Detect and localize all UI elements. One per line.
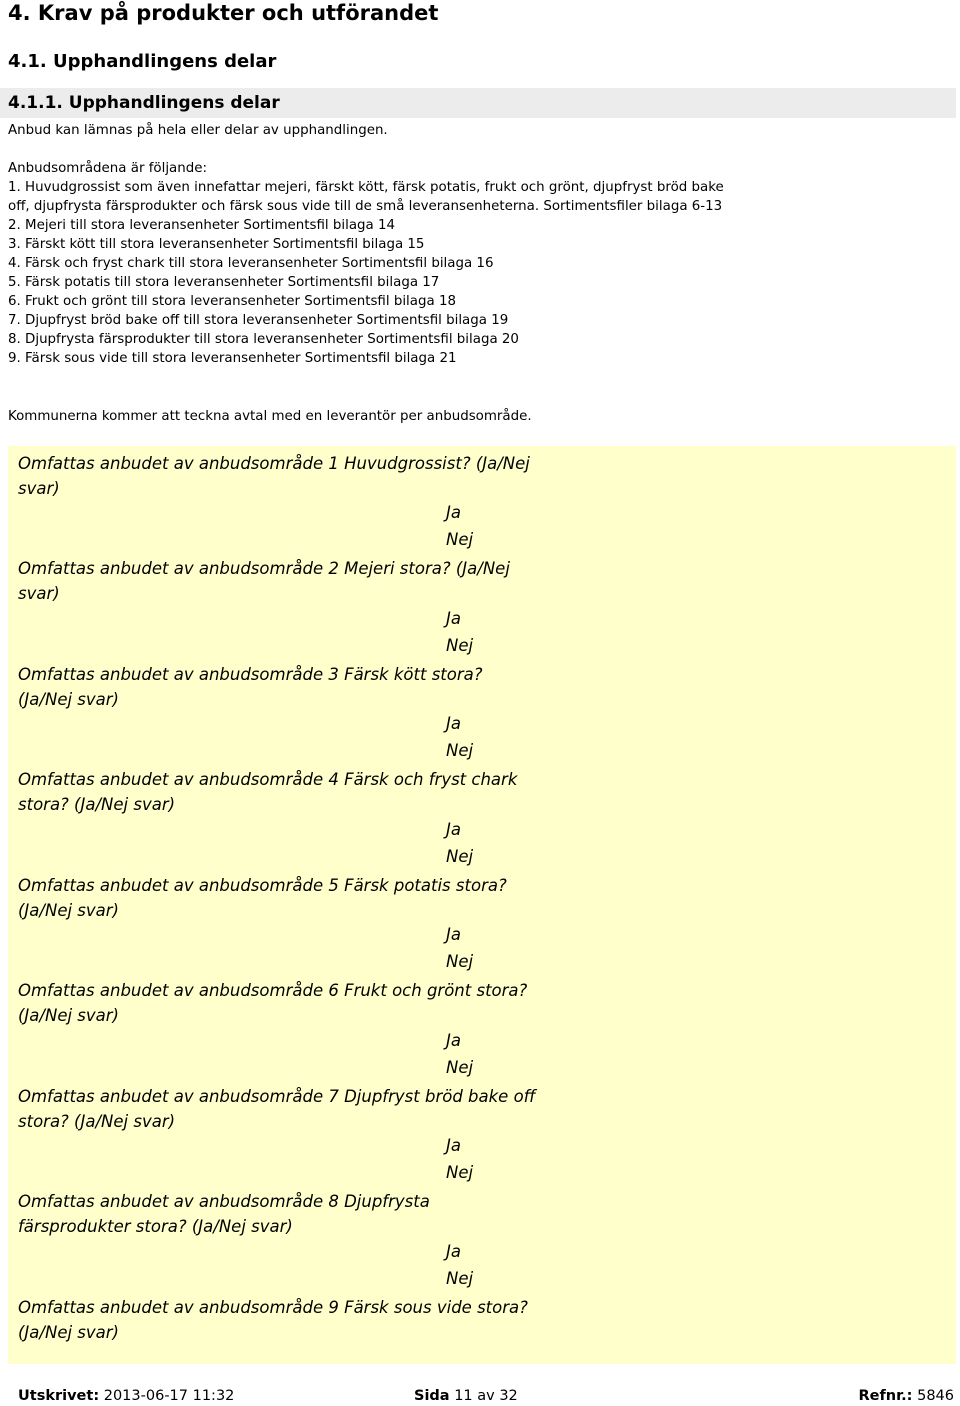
question-text: Omfattas anbudet av anbudsområde 8 Djupfrysta [18, 1192, 430, 1211]
option-no[interactable]: Nej [446, 847, 474, 866]
question-text: svar) [18, 584, 60, 603]
option-no[interactable]: Nej [446, 741, 474, 760]
areas-label: Anbudsområdena är följande: [8, 161, 208, 176]
option-yes[interactable]: Ja [446, 609, 461, 628]
question-4 [18, 767, 558, 817]
option-no[interactable]: Nej [446, 952, 474, 971]
footer-printed-label: Utskrivet: [18, 1388, 100, 1404]
question-text: Omfattas anbudet av anbudsområde 3 Färsk kött stora? [18, 665, 483, 684]
area-item-1-line1: 1. Huvudgrossist som även innefattar mejeri, färskt kött, färsk potatis, frukt och grönt, djupfryst bröd bake [8, 180, 724, 195]
footer-page-value: 11 av 32 [454, 1388, 518, 1404]
option-yes[interactable]: Ja [446, 820, 461, 839]
area-item: 6. Frukt och grönt till stora leveransenheter Sortimentsfil bilaga 18 [8, 294, 456, 309]
question-6 [18, 978, 558, 1028]
question-5 [18, 873, 558, 923]
area-item: 2. Mejeri till stora leveransenheter Sortimentsfil bilaga 14 [8, 218, 396, 233]
area-item: 3. Färskt kött till stora leveransenheter Sortimentsfil bilaga 15 [8, 237, 425, 252]
area-item: 9. Färsk sous vide till stora leveransenheter Sortimentsfil bilaga 21 [8, 351, 457, 366]
subsubsection-heading: 4.1.1. Upphandlingens delar [8, 93, 280, 113]
option-yes[interactable]: Ja [446, 925, 461, 944]
question-text: färsprodukter stora? (Ja/Nej svar) [18, 1217, 293, 1236]
question-2 [18, 556, 558, 606]
question-7 [18, 1084, 558, 1134]
option-no[interactable]: Nej [446, 1058, 474, 1077]
footer-page-label: Sida [414, 1388, 450, 1404]
question-text: (Ja/Nej svar) [18, 901, 119, 920]
question-text: stora? (Ja/Nej svar) [18, 1112, 176, 1131]
footer-printed-value: 2013-06-17 11:32 [103, 1388, 235, 1404]
subsection-heading: 4.1. Upphandlingens delar [8, 51, 277, 72]
question-8 [18, 1189, 558, 1239]
intro-text: Anbud kan lämnas på hela eller delar av upphandlingen. [8, 123, 388, 138]
area-item-1-line2: off, djupfrysta färsprodukter och färsk sous vide till de små leveransenheterna. Sortimentsfiler bilaga 6-13 [8, 199, 723, 214]
question-text: Omfattas anbudet av anbudsområde 7 Djupfryst bröd bake off [18, 1087, 536, 1106]
question-text: (Ja/Nej svar) [18, 1323, 119, 1342]
option-yes[interactable]: Ja [446, 1242, 461, 1261]
option-yes[interactable]: Ja [446, 1031, 461, 1050]
question-text: Omfattas anbudet av anbudsområde 4 Färsk och fryst chark [18, 770, 518, 789]
option-no[interactable]: Nej [446, 530, 474, 549]
footer-ref-value: 5846 [917, 1388, 954, 1404]
question-text: stora? (Ja/Nej svar) [18, 795, 176, 814]
question-text: Omfattas anbudet av anbudsområde 9 Färsk sous vide stora? [18, 1298, 528, 1317]
question-text: Omfattas anbudet av anbudsområde 5 Färsk potatis stora? [18, 876, 507, 895]
option-yes[interactable]: Ja [446, 1136, 461, 1155]
area-item: 4. Färsk och fryst chark till stora leveransenheter Sortimentsfil bilaga 16 [8, 256, 494, 271]
question-text: Omfattas anbudet av anbudsområde 2 Mejeri stora? (Ja/Nej [18, 559, 510, 578]
footer-printed [18, 1386, 234, 1406]
question-9 [18, 1295, 558, 1345]
question-text: (Ja/Nej svar) [18, 690, 119, 709]
footer-ref-label: Refnr.: [858, 1388, 913, 1404]
area-item: 7. Djupfryst bröd bake off till stora leveransenheter Sortimentsfil bilaga 19 [8, 313, 509, 328]
question-3 [18, 662, 558, 712]
question-1 [18, 451, 558, 501]
footer-ref [858, 1386, 954, 1406]
option-yes[interactable]: Ja [446, 714, 461, 733]
option-no[interactable]: Nej [446, 1163, 474, 1182]
option-no[interactable]: Nej [446, 636, 474, 655]
footer-page [414, 1386, 518, 1406]
option-yes[interactable]: Ja [446, 503, 461, 522]
option-no[interactable]: Nej [446, 1269, 474, 1288]
question-text: svar) [18, 479, 60, 498]
area-item: 8. Djupfrysta färsprodukter till stora leveransenheter Sortimentsfil bilaga 20 [8, 332, 519, 347]
agreement-note: Kommunerna kommer att teckna avtal med en leverantör per anbudsområde. [8, 409, 532, 424]
question-text: Omfattas anbudet av anbudsområde 1 Huvudgrossist? (Ja/Nej [18, 454, 530, 473]
question-text: Omfattas anbudet av anbudsområde 6 Frukt och grönt stora? [18, 981, 528, 1000]
section-heading: 4. Krav på produkter och utförandet [8, 1, 439, 25]
area-item: 5. Färsk potatis till stora leveransenheter Sortimentsfil bilaga 17 [8, 275, 440, 290]
question-text: (Ja/Nej svar) [18, 1006, 119, 1025]
